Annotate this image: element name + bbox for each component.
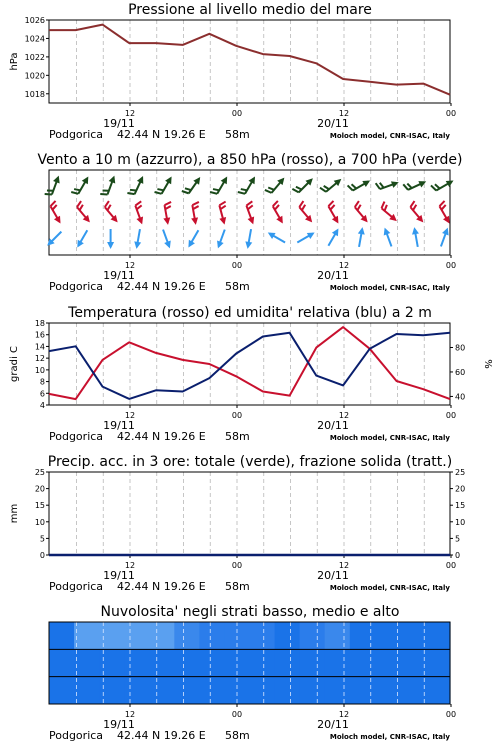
cloud-cell — [375, 649, 401, 676]
station-name: Podgorica — [49, 729, 104, 742]
cloud-cell — [49, 677, 75, 704]
cloud-cell — [350, 622, 376, 649]
x-tick-label: 00 — [231, 561, 243, 570]
cloud-cell — [124, 622, 150, 649]
wind-barb — [295, 201, 317, 225]
wind-barb — [210, 173, 230, 197]
wind-barb — [215, 228, 228, 249]
y-tick-label-right: 10 — [455, 517, 466, 527]
model-credit: Moloch model, CNR-ISAC, Italy — [329, 584, 450, 592]
barb-arrowhead — [221, 175, 231, 185]
y-tick-label: 1024 — [24, 34, 45, 44]
y-tick-label: 10 — [34, 517, 45, 527]
y-tick-label-right: 0 — [455, 551, 461, 560]
cloud-cell — [49, 622, 75, 649]
station-elevation: 58m — [225, 280, 250, 293]
x-tick-label: 00 — [445, 109, 457, 118]
x-tick-label: 00 — [445, 261, 457, 270]
pressure-line — [49, 25, 450, 95]
cloud-cell — [350, 677, 376, 704]
barb-flag — [45, 192, 52, 196]
wind-barb — [45, 229, 64, 248]
wind-barb — [406, 201, 428, 225]
wind-barb — [189, 202, 203, 225]
date-label: 19/11 — [103, 718, 135, 731]
wind-barb — [155, 173, 175, 197]
cloud-cell — [199, 622, 225, 649]
barb-arrowhead — [137, 175, 146, 184]
date-label: 20/11 — [317, 718, 349, 731]
y-tick-label: 15 — [34, 501, 45, 511]
barb-arrowhead — [185, 240, 195, 250]
barb-arrowhead — [266, 229, 276, 239]
barb-flag — [127, 191, 134, 196]
y-tick-label-right: 20 — [455, 484, 466, 494]
wind-barb — [356, 227, 366, 248]
cloud-cell — [425, 622, 451, 649]
cloud-cell — [250, 622, 276, 649]
barb-flag — [182, 189, 189, 195]
y-axis-label-right: % — [482, 359, 493, 369]
barb-arrowhead — [74, 240, 84, 250]
x-tick-label: 12 — [338, 109, 350, 118]
y-tick-label-right: 80 — [455, 343, 466, 353]
wind-barb — [185, 228, 201, 249]
plot-frame-2 — [49, 323, 450, 405]
cloud-cell — [325, 677, 351, 704]
station-elevation: 58m — [225, 430, 250, 443]
wind-barb — [74, 228, 90, 249]
y-axis-label: gradi C — [9, 346, 20, 382]
x-tick-label: 00 — [231, 261, 243, 270]
y-tick-label: 5 — [39, 534, 45, 544]
wind-barb — [238, 173, 258, 197]
wind-barb — [133, 229, 143, 250]
y-tick-label: 0 — [39, 551, 45, 560]
station-name: Podgorica — [49, 280, 104, 293]
y-tick-label-right: 40 — [455, 392, 466, 402]
cloud-cell — [300, 622, 326, 649]
station-elevation: 58m — [225, 128, 250, 141]
barb-arrowhead — [443, 216, 453, 226]
cloud-cell — [74, 622, 100, 649]
barb-arrowhead — [53, 174, 62, 183]
wind-barb — [45, 173, 62, 197]
y-tick-label: 1020 — [24, 71, 45, 81]
date-label: 20/11 — [317, 569, 349, 582]
y-tick-label-right: 5 — [455, 534, 461, 544]
station-name: Podgorica — [49, 128, 104, 141]
cloud-cell — [425, 677, 451, 704]
barb-flag — [210, 190, 217, 195]
station-elevation: 58m — [225, 580, 250, 593]
date-label: 19/11 — [103, 419, 135, 432]
wind-barb — [242, 201, 259, 225]
x-tick-label: 12 — [124, 261, 136, 270]
cloud-cell — [124, 649, 150, 676]
cloud-cell — [149, 649, 175, 676]
x-tick-label: 12 — [124, 411, 136, 420]
barb-arrowhead — [391, 179, 400, 188]
barb-flag — [219, 202, 226, 206]
barb-arrowhead — [418, 178, 427, 187]
wind-barb — [131, 201, 148, 225]
cloud-cell — [199, 677, 225, 704]
chart-title-2: Temperatura (rosso) ed umidita' relativa (blu) a 2 m — [68, 305, 432, 321]
plot-frame-3 — [49, 472, 450, 555]
wind-barb — [182, 173, 203, 197]
barb-arrowhead — [244, 241, 252, 249]
y-tick-label: 1022 — [24, 52, 45, 62]
cloud-cell — [400, 622, 426, 649]
cloud-cell — [199, 649, 225, 676]
y-tick-label: 16 — [34, 330, 45, 340]
barb-arrowhead — [54, 216, 64, 226]
humidity-line — [49, 333, 450, 399]
cloud-cell — [325, 622, 351, 649]
station-coords: 42.44 N 19.26 E — [117, 430, 206, 443]
cloud-cell — [275, 677, 301, 704]
y-tick-label: 18 — [34, 319, 45, 328]
station-coords: 42.44 N 19.26 E — [117, 128, 206, 141]
cloud-cell — [350, 649, 376, 676]
barb-flag — [407, 183, 411, 189]
cloud-cell — [174, 677, 200, 704]
x-tick-label: 00 — [445, 411, 457, 420]
station-name: Podgorica — [49, 580, 104, 593]
x-tick-label: 12 — [124, 561, 136, 570]
barb-arrowhead — [82, 175, 92, 185]
wind-barb — [376, 176, 400, 193]
plot-frame-0 — [49, 20, 450, 103]
wind-barb — [107, 229, 114, 249]
barb-flag — [238, 190, 245, 195]
chart-title-3: Precip. acc. in 3 ore: totale (verde), frazione solida (tratt.) — [47, 454, 453, 470]
wind-barb — [438, 226, 451, 247]
x-tick-label: 00 — [231, 109, 243, 118]
wind-barb — [348, 174, 372, 194]
y-tick-label: 20 — [34, 484, 45, 494]
cloud-cell — [49, 649, 75, 676]
barb-arrowhead — [332, 216, 342, 226]
y-axis-label: hPa — [9, 52, 20, 71]
x-tick-label: 00 — [231, 411, 243, 420]
cloud-cell — [425, 649, 451, 676]
barb-arrowhead — [165, 175, 175, 185]
cloud-cell — [250, 677, 276, 704]
barb-arrowhead — [248, 175, 258, 185]
wind-barb — [296, 229, 317, 245]
chart-title-4: Nuvolosita' negli strati basso, medio e alto — [100, 604, 400, 620]
cloud-cell — [275, 622, 301, 649]
station-elevation: 58m — [225, 729, 250, 742]
barb-arrowhead — [215, 241, 224, 250]
cloud-cell — [300, 677, 326, 704]
y-tick-label: 14 — [34, 342, 45, 352]
barb-arrowhead — [136, 217, 145, 226]
model-credit: Moloch model, CNR-ISAC, Italy — [329, 733, 450, 741]
y-tick-label: 10 — [34, 365, 45, 375]
y-tick-label-right: 25 — [455, 468, 466, 477]
y-tick-label: 8 — [39, 377, 45, 387]
wind-barb — [292, 173, 315, 196]
x-tick-label: 12 — [338, 710, 350, 719]
chart-title-0: Pressione al livello medio del mare — [128, 2, 372, 18]
y-tick-label: 25 — [34, 468, 45, 477]
cloud-cell — [174, 649, 200, 676]
wind-barb — [269, 201, 289, 225]
barb-arrowhead — [133, 241, 141, 249]
barb-arrowhead — [276, 216, 286, 226]
wind-barb — [431, 174, 455, 194]
date-label: 20/11 — [317, 117, 349, 130]
barb-flag — [100, 192, 107, 196]
cloud-cell — [400, 649, 426, 676]
model-credit: Moloch model, CNR-ISAC, Italy — [329, 132, 450, 140]
wind-barb — [435, 201, 455, 225]
barb-arrowhead — [191, 217, 199, 225]
station-coords: 42.44 N 19.26 E — [117, 280, 206, 293]
chart-title-1: Vento a 10 m (azzurro), a 850 hPa (rosso), a 700 hPa (verde) — [37, 152, 463, 168]
wind-barb — [266, 229, 287, 245]
barb-arrowhead — [332, 227, 342, 237]
x-tick-label: 12 — [124, 710, 136, 719]
barb-arrowhead — [109, 174, 118, 183]
y-tick-label: 4 — [39, 401, 45, 410]
x-tick-label: 12 — [124, 109, 136, 118]
y-tick-label: 12 — [34, 354, 45, 364]
cloud-cell — [124, 677, 150, 704]
cloud-cell — [375, 622, 401, 649]
barb-arrowhead — [358, 227, 366, 235]
date-label: 20/11 — [317, 269, 349, 282]
wind-barb — [101, 201, 123, 225]
wind-barb — [71, 173, 91, 197]
cloud-cell — [74, 649, 100, 676]
barb-arrowhead — [164, 241, 173, 250]
x-tick-label: 00 — [445, 561, 457, 570]
date-label: 20/11 — [317, 419, 349, 432]
wind-barb — [324, 201, 344, 225]
x-tick-label: 00 — [445, 710, 457, 719]
station-coords: 42.44 N 19.26 E — [117, 580, 206, 593]
cloud-cell — [400, 677, 426, 704]
barb-flag — [155, 190, 162, 195]
barb-flag — [268, 186, 274, 191]
cloud-cell — [250, 649, 276, 676]
wind-barb — [265, 173, 287, 197]
cloud-cell — [300, 649, 326, 676]
x-tick-label: 12 — [338, 411, 350, 420]
cloud-cell — [149, 622, 175, 649]
barb-arrowhead — [381, 226, 390, 235]
barb-arrowhead — [163, 217, 171, 225]
barb-arrowhead — [307, 229, 317, 239]
barb-arrowhead — [411, 227, 419, 235]
x-tick-label: 12 — [338, 561, 350, 570]
wind-barb — [215, 202, 231, 226]
barb-flag — [164, 202, 171, 205]
y-tick-label-right: 60 — [455, 367, 466, 377]
station-coords: 42.44 N 19.26 E — [117, 729, 206, 742]
date-label: 19/11 — [103, 269, 135, 282]
y-tick-label: 1018 — [24, 89, 45, 99]
y-tick-label-right: 15 — [455, 501, 466, 511]
model-credit: Moloch model, CNR-ISAC, Italy — [329, 434, 450, 442]
wind-barb — [381, 226, 394, 247]
cloud-cell — [174, 622, 200, 649]
y-axis-label: mm — [9, 503, 20, 524]
date-label: 19/11 — [103, 117, 135, 130]
station-name: Podgorica — [49, 430, 104, 443]
cloud-cell — [149, 677, 175, 704]
y-tick-label: 1026 — [24, 16, 45, 25]
cloud-cell — [375, 677, 401, 704]
barb-arrowhead — [219, 217, 228, 226]
cloud-cell — [275, 649, 301, 676]
barb-flag — [71, 190, 78, 195]
wind-barb — [161, 202, 175, 225]
wind-barb — [160, 228, 173, 249]
wind-barb — [320, 174, 344, 196]
cloud-cell — [325, 649, 351, 676]
cloud-cell — [74, 677, 100, 704]
barb-arrowhead — [248, 217, 257, 226]
date-label: 19/11 — [103, 569, 135, 582]
model-credit: Moloch model, CNR-ISAC, Italy — [329, 284, 450, 292]
barb-flag — [192, 202, 199, 205]
wind-barb — [244, 229, 254, 250]
wind-barb — [411, 227, 421, 248]
wind-barb — [325, 227, 341, 248]
x-tick-label: 00 — [231, 710, 243, 719]
barb-flag — [383, 205, 388, 211]
y-tick-label: 6 — [39, 389, 45, 399]
barb-flag — [296, 185, 302, 191]
barb-arrowhead — [107, 242, 114, 249]
wind-barb — [351, 201, 373, 225]
x-tick-label: 12 — [338, 261, 350, 270]
